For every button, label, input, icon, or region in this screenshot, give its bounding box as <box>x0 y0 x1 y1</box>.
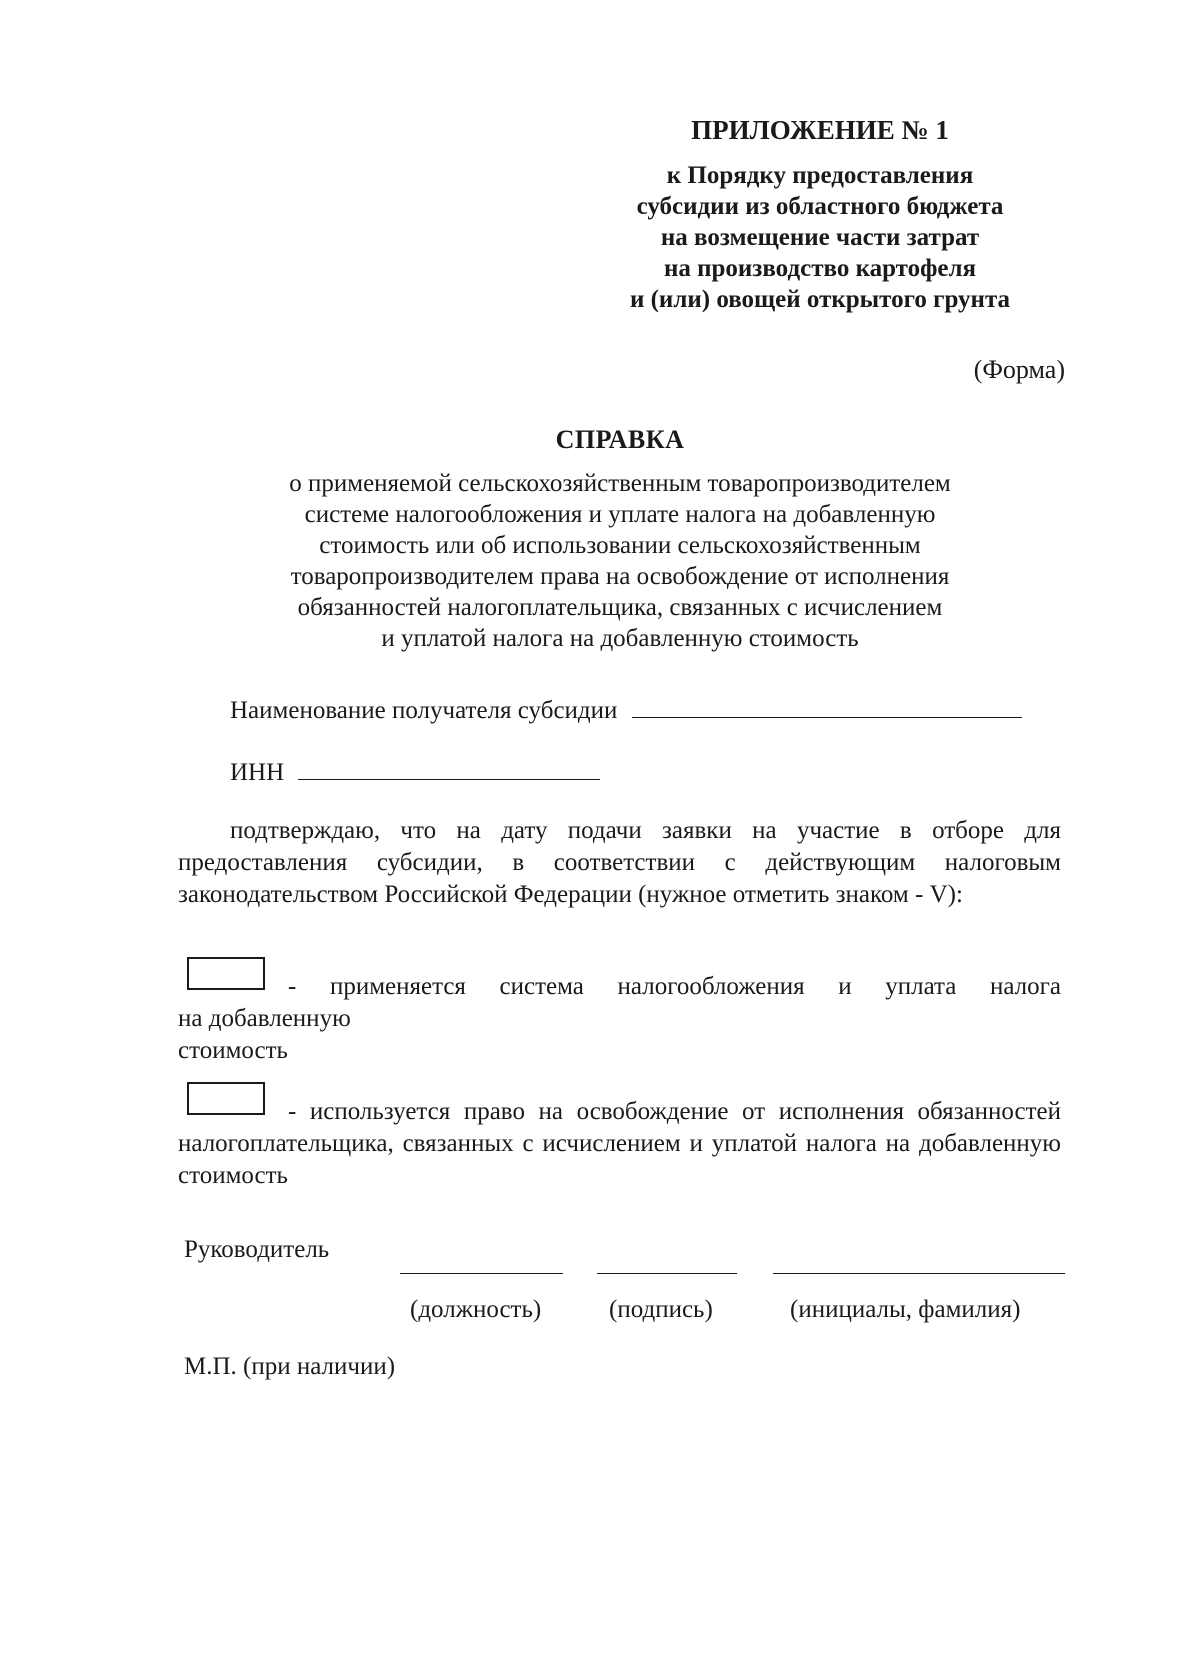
head-label: Руководитель <box>184 1236 330 1263</box>
description-line: стоимость или об использовании сельскохозяйственным <box>319 532 921 559</box>
form-label: (Форма) <box>973 355 1065 384</box>
name-signature-line[interactable] <box>773 1273 1065 1274</box>
appendix-line: на производство картофеля <box>663 255 977 282</box>
description-line: и уплатой налога на добавленную стоимость <box>381 625 859 652</box>
document-description <box>220 468 1020 654</box>
description-line: о применяемой сельскохозяйственным товаропроизводителем <box>289 470 951 497</box>
description-line: обязанностей налогоплательщика, связанных с исчислением <box>297 594 943 621</box>
recipient-field-row <box>230 693 1022 725</box>
inn-field-row <box>230 755 600 787</box>
document-title: СПРАВКА <box>555 425 685 454</box>
appendix-line: к Порядку предоставления <box>666 162 974 189</box>
option-vat-payer-text-cont: на добавленную <box>178 1005 351 1032</box>
description-line: товаропроизводителем права на освобождение от исполнения <box>290 563 950 590</box>
position-signature-line[interactable] <box>400 1273 563 1274</box>
recipient-label: Наименование получателя субсидии <box>230 697 618 724</box>
inn-label: ИНН <box>230 759 285 786</box>
appendix-line: и (или) овощей открытого грунта <box>629 286 1011 313</box>
appendix-line: на возмещение части затрат <box>660 224 980 251</box>
position-caption: (должность) <box>410 1296 542 1323</box>
option-vat-exemption-text: - используется право на освобождение от исполнения обязанностей налогоплательщика, связанных с исчислением и уплатой налога на добавленную стоимость <box>178 1098 1061 1189</box>
seal-label: М.П. (при наличии) <box>184 1353 396 1380</box>
option-vat-payer-text-cont: стоимость <box>178 1037 288 1064</box>
recipient-input-line[interactable] <box>632 693 1022 718</box>
description-line: системе налогообложения и уплате налога на добавленную <box>304 501 936 528</box>
appendix-line: субсидии из областного бюджета <box>636 193 1004 220</box>
signature-caption: (подпись) <box>609 1296 713 1323</box>
signature-line[interactable] <box>597 1273 737 1274</box>
name-caption: (инициалы, фамилия) <box>790 1296 1021 1323</box>
option-vat-payer-text: - применяется система налогообложения и уплата налога <box>288 973 1061 1000</box>
appendix-title: ПРИЛОЖЕНИЕ № 1 <box>691 115 949 145</box>
appendix-header <box>560 112 1080 315</box>
statement-paragraph: подтверждаю, что на дату подачи заявки на участие в отборе для предоставления субсидии, в соответствии с действующим налоговым законодательством Российской Федерации (нужное отметить знаком - V): <box>178 817 1061 908</box>
inn-input-line[interactable] <box>298 755 600 780</box>
